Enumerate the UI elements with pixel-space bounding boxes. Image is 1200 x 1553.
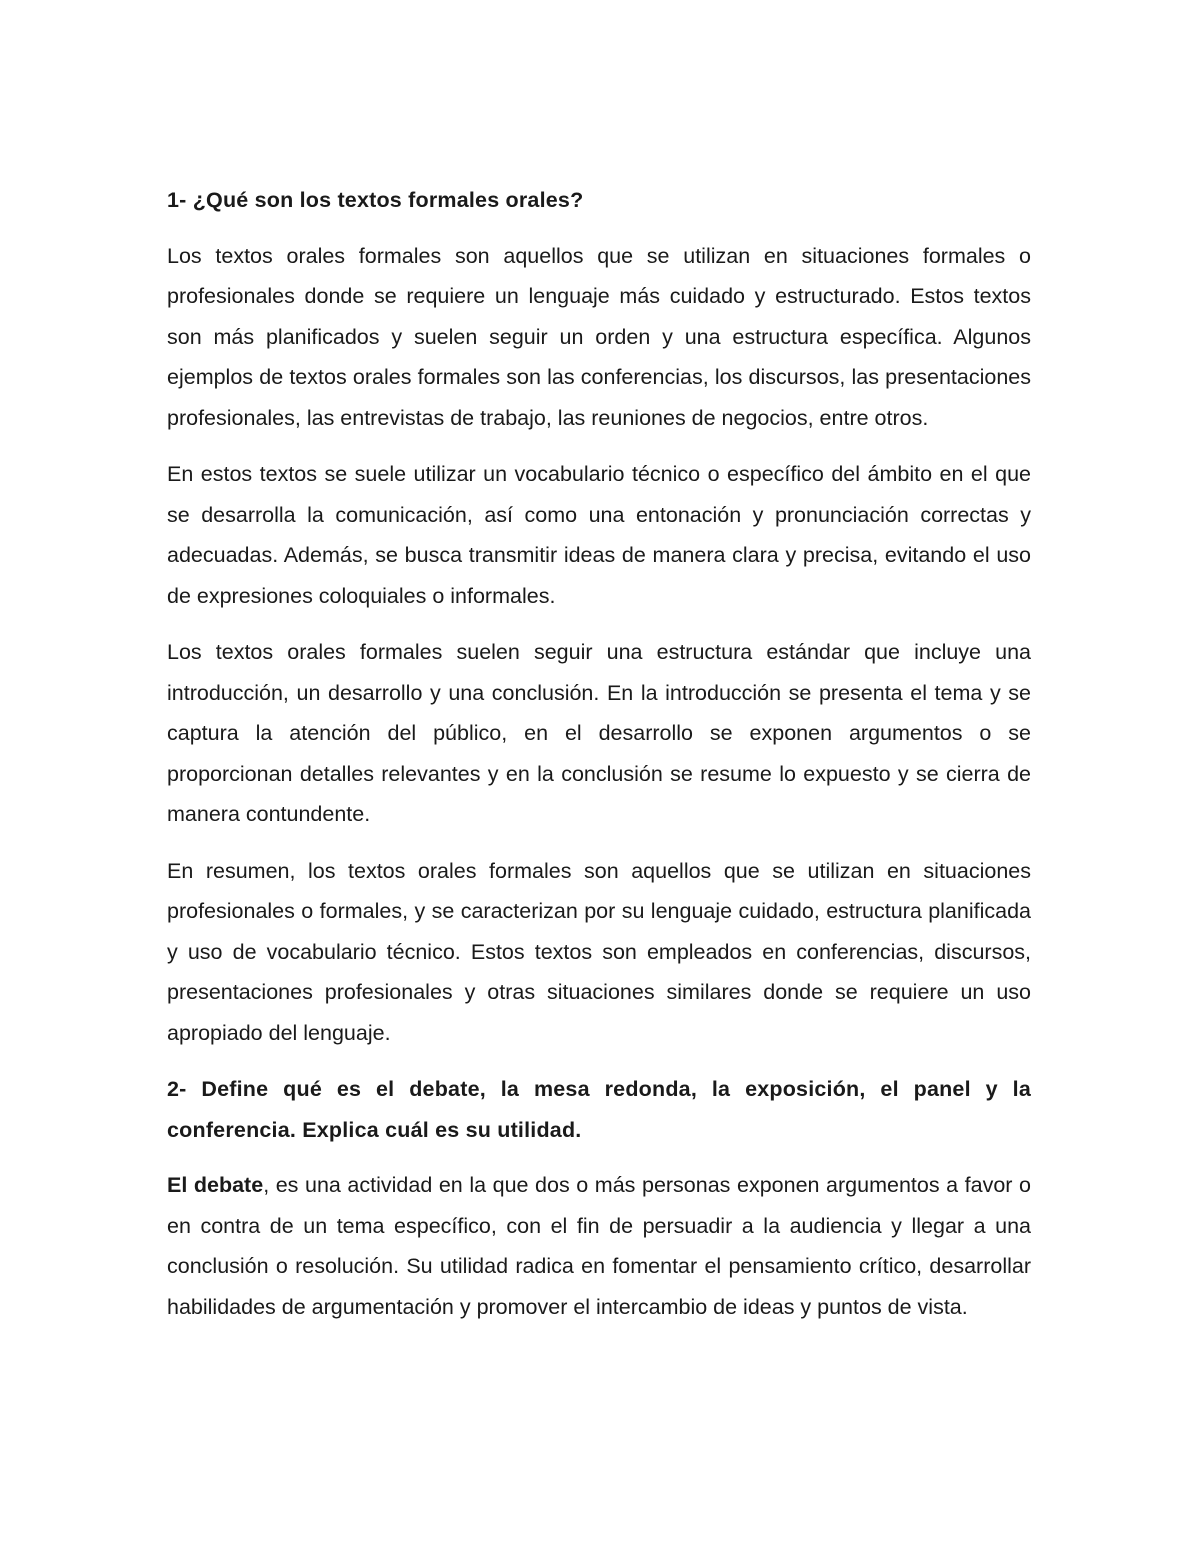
- document-body: [167, 180, 1031, 1343]
- question-1-heading: 1- ¿Qué son los textos formales orales?: [167, 188, 584, 212]
- q1-paragraph-4: En resumen, los textos orales formales son aquellos que se utilizan en situaciones profesionales o formales, y se caracterizan por su lenguaje cuidado, estructura planificada y uso de vocabulario técnico. Estos textos son empleados en conferencias, discursos, presentaciones profesionales y otras situaciones similares donde se requiere un uso apropiado del lenguaje.: [167, 858, 1031, 1045]
- q1-paragraph-2: En estos textos se suele utilizar un vocabulario técnico o específico del ámbito en el que se desarrolla la comunicación, así como una entonación y pronunciación correctas y adecuadas. Además, se busca transmitir ideas de manera clara y precisa, evitando el uso de expresiones coloquiales o informales.: [167, 462, 1031, 608]
- q1-paragraph-3: Los textos orales formales suelen seguir una estructura estándar que incluye una introducción, un desarrollo y una conclusión. En la introducción se presenta el tema y se captura la atención del público, en el desarrollo se exponen argumentos o se proporcionan detalles relevantes y en la conclusión se resume lo expuesto y se cierra de manera contundente.: [167, 640, 1031, 826]
- debate-paragraph: [167, 1165, 1031, 1327]
- debate-term: El debate: [167, 1173, 264, 1197]
- question-2-heading: 2- Define qué es el debate, la mesa redonda, la exposición, el panel y la conferencia. Explica cuál es su utilidad.: [167, 1077, 1031, 1142]
- q1-paragraph-1: Los textos orales formales son aquellos que se utilizan en situaciones formales o profesionales donde se requiere un lenguaje más cuidado y estructurado. Estos textos son más planificados y suelen seguir un orden y una estructura específica. Algunos ejemplos de textos orales formales son las conferencias, los discursos, las presentaciones profesionales, las entrevistas de trabajo, las reuniones de negocios, entre otros.: [167, 243, 1031, 430]
- debate-definition: , es una actividad en la que dos o más personas exponen argumentos a favor o en contra de un tema específico, con el fin de persuadir a la audiencia y llegar a una conclusión o resolución. Su utilidad radica en fomentar el pensamiento crítico, desarrollar habilidades de argumentación y promover el intercambio de ideas y puntos de vista.: [167, 1173, 1031, 1319]
